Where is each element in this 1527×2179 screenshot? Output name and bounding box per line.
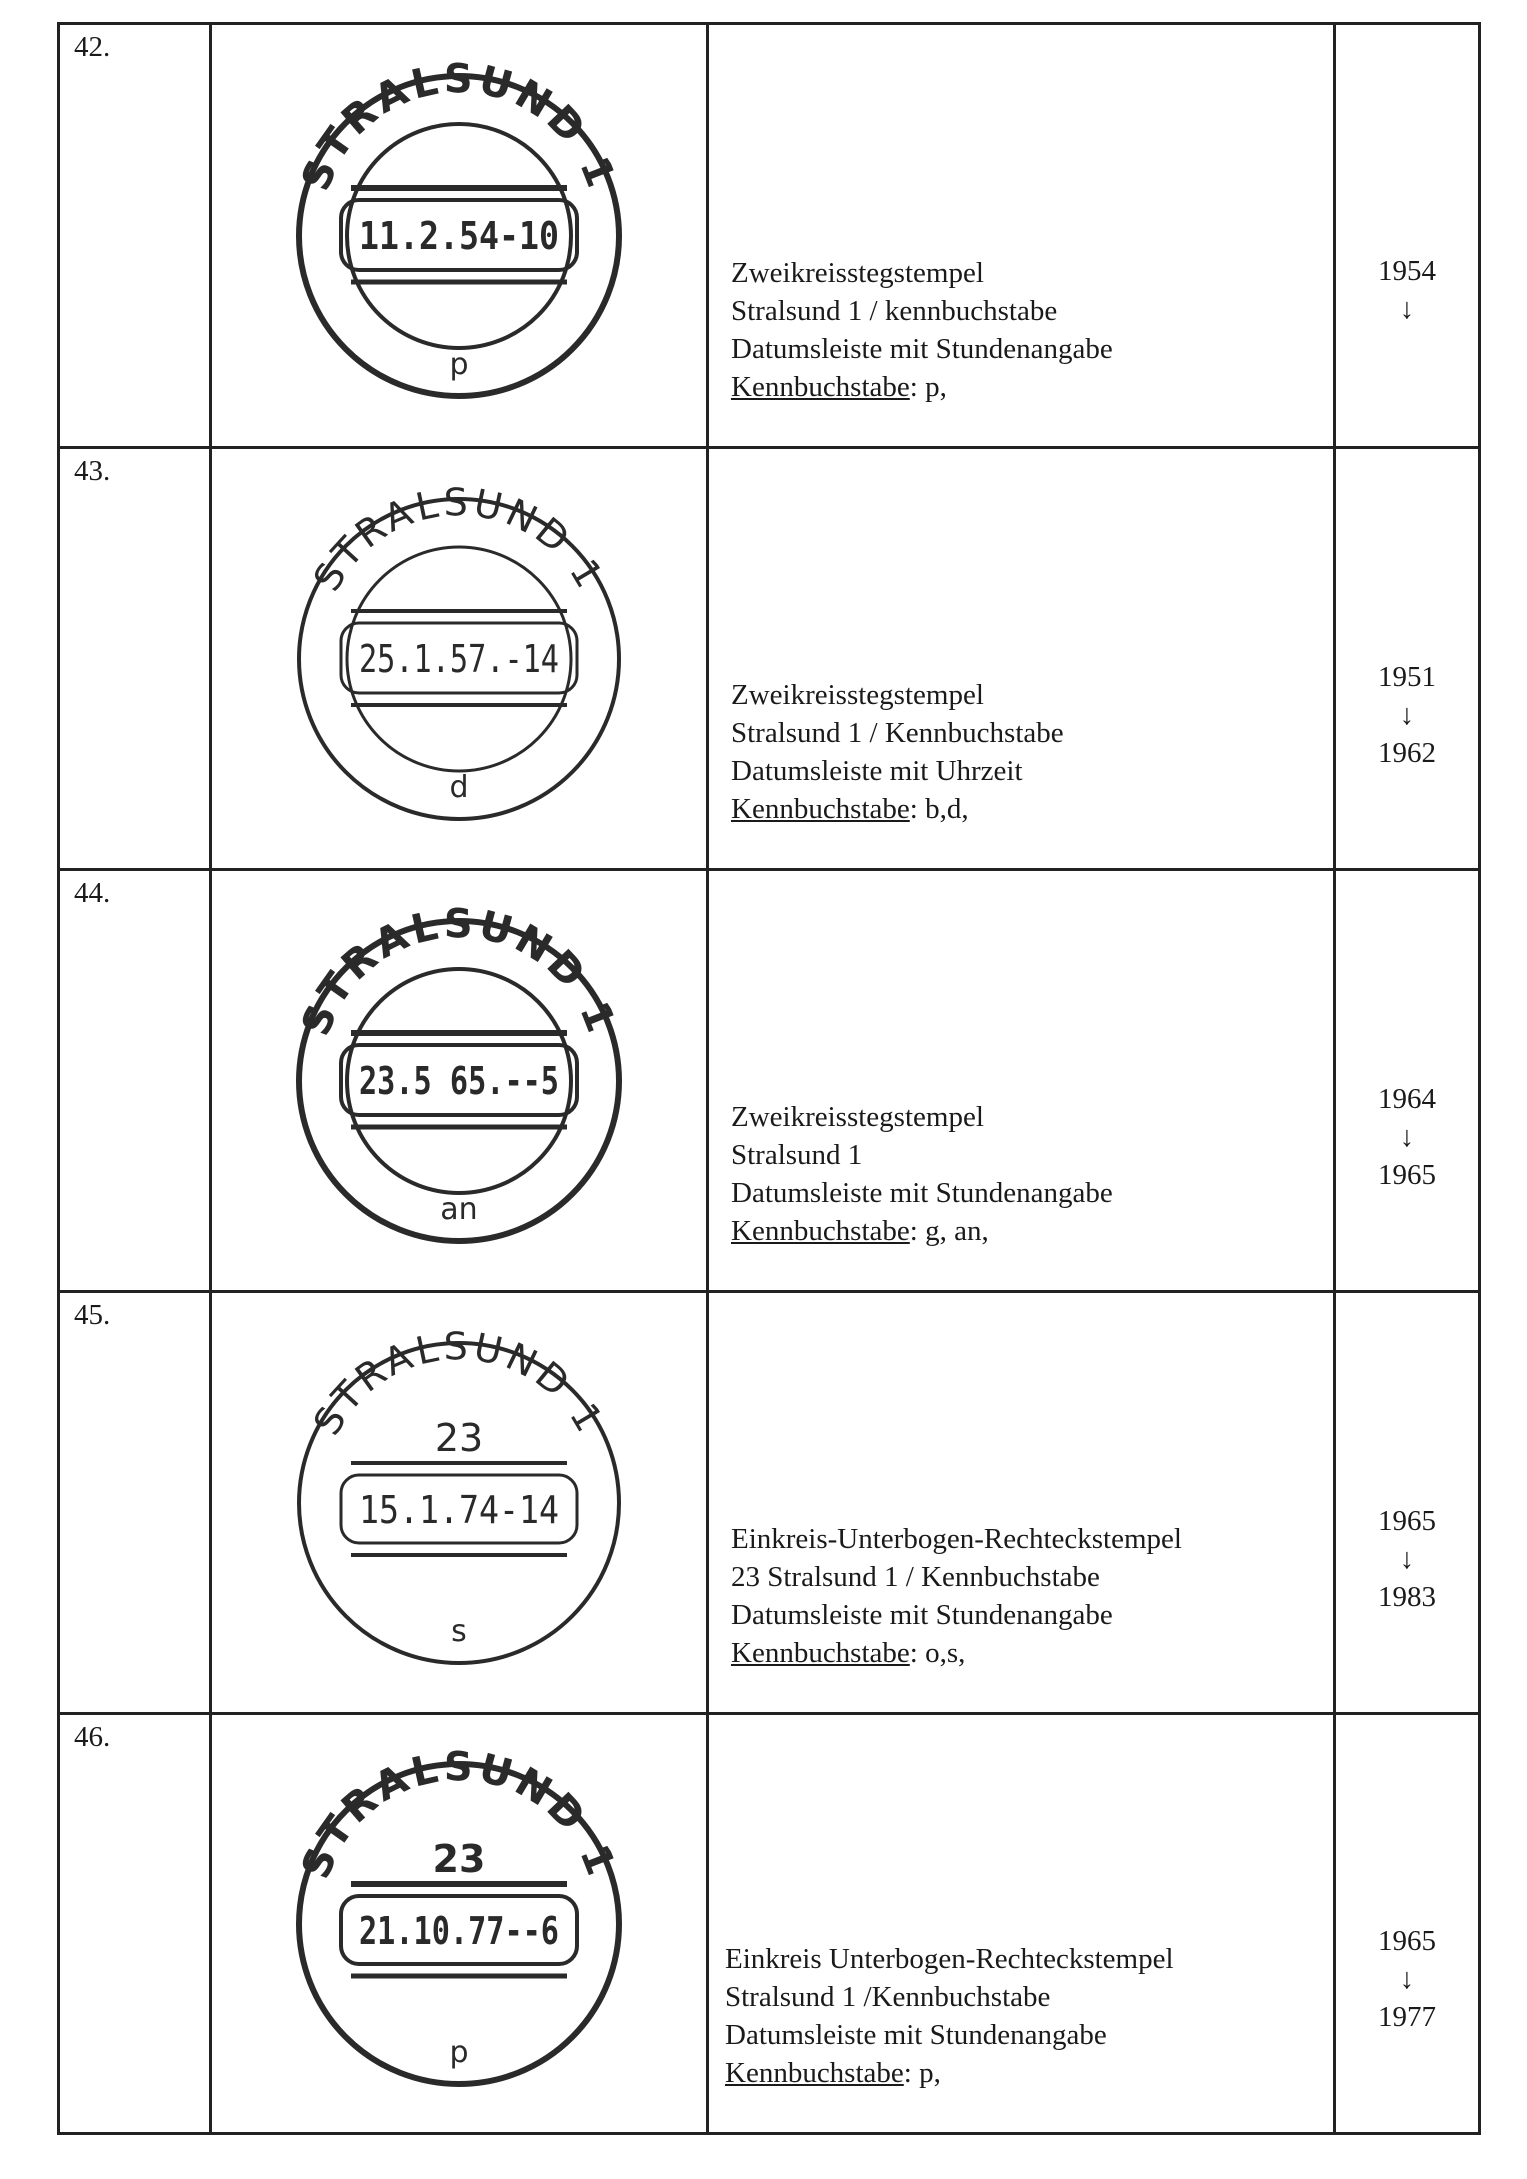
years-cell <box>1336 871 1478 1290</box>
kennbuchstabe-line <box>731 1634 1182 1672</box>
stamp-date: 25.1.57.-14 <box>359 636 559 681</box>
postmark-image <box>279 1323 639 1683</box>
description-line: Datumsleiste mit Stundenangabe <box>731 333 1113 365</box>
postmark-image <box>279 901 639 1261</box>
description <box>725 1940 1174 2092</box>
description <box>731 1098 1113 1250</box>
stamp-arc-text: STRALSUND 1 <box>293 900 625 1042</box>
stamp-letter: s <box>451 1613 467 1649</box>
description-cell <box>709 871 1336 1290</box>
year-end: 1977 <box>1378 2001 1436 2033</box>
stamp-arc-text: STRALSUND 1 <box>304 479 614 598</box>
kennbuchstabe-line <box>731 1212 1113 1250</box>
kennbuchstabe-value: : g, an, <box>909 1215 989 1247</box>
catalog-table <box>57 22 1481 2135</box>
description-line: Datumsleiste mit Stundenangabe <box>725 2019 1107 2051</box>
stamp-date: 11.2.54-10 <box>359 213 559 258</box>
description-line: Stralsund 1 <box>731 1139 863 1171</box>
kennbuchstabe-label: Kennbuchstabe <box>725 2057 904 2089</box>
description-line: Datumsleiste mit Stundenangabe <box>731 1177 1113 1209</box>
years-cell <box>1336 1293 1478 1712</box>
stamp-cell <box>212 25 709 446</box>
kennbuchstabe-value: : b,d, <box>909 793 969 825</box>
description <box>731 254 1113 406</box>
description-line: Einkreis-Unterbogen-Rechteckstempel <box>731 1523 1182 1555</box>
description-cell <box>709 449 1336 868</box>
down-arrow-icon: ↓ <box>1399 1121 1415 1153</box>
description-line: Stralsund 1 / Kennbuchstabe <box>731 717 1064 749</box>
stamp-cell <box>212 449 709 868</box>
description-cell <box>709 1715 1336 2132</box>
description-cell <box>709 25 1336 446</box>
postmark-image <box>279 479 639 839</box>
postmark-image <box>279 56 639 416</box>
stamp-arc-text: STRALSUND 1 <box>293 55 625 197</box>
kennbuchstabe-label: Kennbuchstabe <box>731 793 910 825</box>
description-line: Einkreis Unterbogen-Rechteckstempel <box>725 1943 1174 1975</box>
stamp-letter: p <box>449 2034 469 2070</box>
stamp-cell <box>212 1715 709 2132</box>
stamp-postcode: 23 <box>434 1415 484 1460</box>
years-cell <box>1336 1715 1478 2132</box>
kennbuchstabe-label: Kennbuchstabe <box>731 1215 910 1247</box>
entry-number: 45. <box>74 1299 111 1331</box>
kennbuchstabe-value: : p, <box>903 2057 941 2089</box>
year-start: 1954 <box>1378 255 1436 287</box>
table-row <box>60 25 1478 449</box>
year-end: 1983 <box>1378 1581 1436 1613</box>
description-cell <box>709 1293 1336 1712</box>
description-line: Stralsund 1 / kennbuchstabe <box>731 295 1058 327</box>
entry-number: 42. <box>74 31 111 63</box>
year-start: 1964 <box>1378 1083 1436 1115</box>
description <box>731 1520 1182 1672</box>
entry-number: 43. <box>74 455 111 487</box>
kennbuchstabe-line <box>725 2054 1174 2092</box>
kennbuchstabe-label: Kennbuchstabe <box>731 371 910 403</box>
down-arrow-icon: ↓ <box>1399 1963 1415 1995</box>
year-start: 1965 <box>1378 1925 1436 1957</box>
down-arrow-icon: ↓ <box>1399 1543 1415 1575</box>
description-line: Stralsund 1 /Kennbuchstabe <box>725 1981 1051 2013</box>
description-line: Zweikreisstegstempel <box>731 1101 984 1133</box>
down-arrow-icon: ↓ <box>1399 293 1415 325</box>
year-range <box>1336 1502 1478 1616</box>
entry-number: 44. <box>74 877 111 909</box>
number-cell <box>60 1715 212 2132</box>
year-range <box>1336 252 1478 328</box>
stamp-cell <box>212 871 709 1290</box>
description <box>731 676 1064 828</box>
kennbuchstabe-line <box>731 368 1113 406</box>
stamp-arc-text: STRALSUND 1 <box>293 1743 625 1885</box>
year-range <box>1336 658 1478 772</box>
year-start: 1965 <box>1378 1505 1436 1537</box>
stamp-arc-text: STRALSUND 1 <box>304 1323 614 1442</box>
table-row <box>60 449 1478 871</box>
table-row <box>60 1715 1478 2132</box>
description-line: Zweikreisstegstempel <box>731 679 984 711</box>
description-line: Datumsleiste mit Uhrzeit <box>731 755 1023 787</box>
stamp-date: 15.1.74-14 <box>359 1487 559 1532</box>
stamp-letter: d <box>449 769 469 805</box>
entry-number: 46. <box>74 1721 111 1753</box>
kennbuchstabe-label: Kennbuchstabe <box>731 1637 910 1669</box>
stamp-letter: an <box>440 1191 478 1227</box>
year-end: 1962 <box>1378 737 1436 769</box>
stamp-date: 23.5 65.--5 <box>359 1058 559 1103</box>
year-start: 1951 <box>1378 661 1436 693</box>
year-range <box>1336 1080 1478 1194</box>
description-line: 23 Stralsund 1 / Kennbuchstabe <box>731 1561 1100 1593</box>
table-row <box>60 1293 1478 1715</box>
stamp-date: 21.10.77--6 <box>359 1908 559 1953</box>
year-range <box>1336 1922 1478 2036</box>
stamp-cell <box>212 1293 709 1712</box>
number-cell <box>60 25 212 446</box>
description-line: Zweikreisstegstempel <box>731 257 984 289</box>
years-cell <box>1336 449 1478 868</box>
kennbuchstabe-value: : o,s, <box>909 1637 966 1669</box>
kennbuchstabe-value: : p, <box>909 371 947 403</box>
down-arrow-icon: ↓ <box>1399 699 1415 731</box>
postmark-image <box>279 1744 639 2104</box>
number-cell <box>60 871 212 1290</box>
table-row <box>60 871 1478 1293</box>
description-line: Datumsleiste mit Stundenangabe <box>731 1599 1113 1631</box>
number-cell <box>60 1293 212 1712</box>
kennbuchstabe-line <box>731 790 1064 828</box>
year-end: 1965 <box>1378 1159 1436 1191</box>
stamp-letter: p <box>449 346 469 382</box>
stamp-postcode: 23 <box>432 1836 486 1881</box>
years-cell <box>1336 25 1478 446</box>
number-cell <box>60 449 212 868</box>
